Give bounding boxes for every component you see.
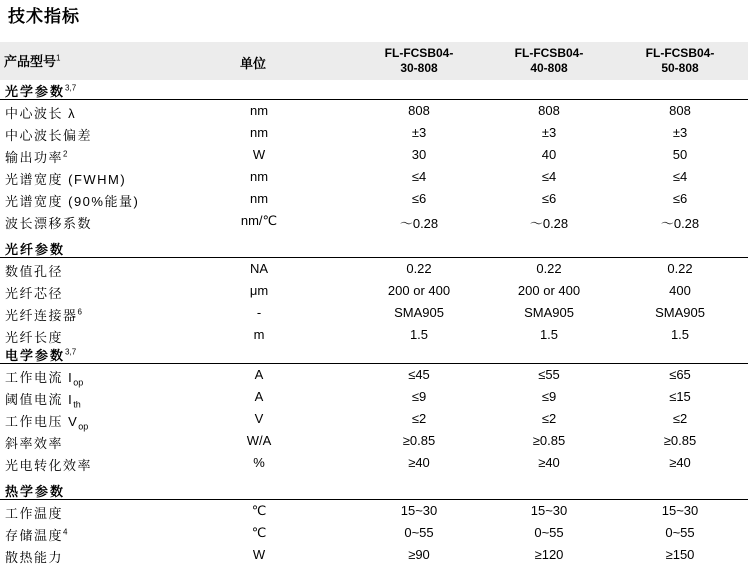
row-label-text: 光电转化效率 <box>5 458 93 473</box>
row-label-text: 光谱宽度 (90%能量) <box>5 194 140 209</box>
row-label <box>5 389 81 410</box>
row-label <box>5 213 92 232</box>
row-value-model-3: 1.5 <box>670 327 690 342</box>
row-value-model-2: ≤2 <box>541 411 557 426</box>
row-label-text: 散热能力 <box>5 550 64 565</box>
row-value-model-1: ～0.28 <box>399 216 439 231</box>
table-row <box>0 324 748 346</box>
section-title-text: 热学参数 <box>5 484 66 499</box>
row-value-model-2: ≤4 <box>541 169 557 184</box>
row-label-text: 光纤长度 <box>5 330 64 345</box>
row-value-model-1: 30 <box>411 147 427 162</box>
table-row <box>0 122 748 144</box>
section-title-sup: 3,7 <box>65 347 77 357</box>
row-value-model-1: 200 or 400 <box>387 283 451 298</box>
section-header <box>0 80 748 100</box>
section-title <box>5 239 65 258</box>
row-value-model-3: ≥0.85 <box>663 433 697 448</box>
row-label-text: 输出功率 <box>5 150 64 165</box>
row-label-text: 光纤连接器 <box>5 308 78 323</box>
row-value-model-3: 808 <box>669 103 691 118</box>
table-row <box>0 364 748 386</box>
row-unit: nm <box>249 169 269 184</box>
row-label-text: 中心波长 λ <box>5 106 77 121</box>
header-model-3-line2: 50-808 <box>661 61 699 75</box>
row-value-model-1: 15~30 <box>400 503 438 518</box>
header-model-2 <box>494 46 604 76</box>
table-row <box>0 100 748 122</box>
row-value-model-1: 1.5 <box>409 327 429 342</box>
row-value-model-2: 1.5 <box>539 327 559 342</box>
row-unit: nm <box>249 125 269 140</box>
section-header <box>0 238 748 258</box>
row-label-text: 波长漂移系数 <box>5 216 93 231</box>
table-row <box>0 302 748 324</box>
row-label <box>5 525 67 544</box>
row-label <box>5 547 63 566</box>
row-value-model-2: ≤6 <box>541 191 557 206</box>
row-unit: A <box>254 367 264 382</box>
row-label <box>5 125 92 144</box>
row-value-model-1: SMA905 <box>394 305 444 320</box>
row-label <box>5 191 139 210</box>
row-value-model-3: 50 <box>672 147 688 162</box>
row-label-sup: 4 <box>63 527 68 537</box>
header-model-1-line2: 30-808 <box>400 61 438 75</box>
header-unit: 单位 <box>240 56 267 71</box>
row-value-model-3: ≤6 <box>672 191 688 206</box>
row-value-model-1: ≤45 <box>408 367 430 382</box>
row-unit: V <box>254 411 264 426</box>
row-value-model-1: ≤6 <box>411 191 427 206</box>
header-model-3-line1: FL-FCSB04- <box>645 46 715 60</box>
row-label-text: 工作电流 I <box>5 370 74 385</box>
table-row <box>0 544 748 566</box>
header-model-1 <box>364 46 474 76</box>
row-value-model-2: 40 <box>541 147 557 162</box>
row-value-model-3: 15~30 <box>661 503 699 518</box>
section-header <box>0 344 748 364</box>
row-value-model-2: 808 <box>538 103 560 118</box>
row-unit: ℃ <box>251 525 267 540</box>
row-unit: W <box>252 547 266 562</box>
row-value-model-2: ≥120 <box>534 547 564 562</box>
row-unit: W <box>252 147 266 162</box>
row-value-model-2: 0~55 <box>534 525 564 540</box>
row-value-model-3: ≤4 <box>672 169 688 184</box>
row-value-model-1: ≥0.85 <box>402 433 436 448</box>
row-value-model-1: 0~55 <box>404 525 434 540</box>
header-model-label <box>4 51 60 70</box>
row-value-model-1: ≥40 <box>408 455 430 470</box>
header-model-label-text: 产品型号 <box>4 54 57 69</box>
row-label <box>5 433 63 452</box>
row-value-model-2: 0.22 <box>536 261 562 276</box>
row-label <box>5 503 63 522</box>
row-value-model-3: 400 <box>669 283 691 298</box>
row-value-model-3: ～0.28 <box>660 216 700 231</box>
row-value-model-2: SMA905 <box>524 305 574 320</box>
table-row <box>0 144 748 166</box>
row-label-text: 中心波长偏差 <box>5 128 93 143</box>
row-value-model-1: ±3 <box>411 125 427 140</box>
row-unit: m <box>253 327 265 342</box>
row-value-model-1: ≤9 <box>411 389 427 404</box>
row-label-sub: th <box>73 399 81 410</box>
row-label <box>5 103 76 122</box>
row-label <box>5 455 92 474</box>
row-unit: ℃ <box>251 503 267 518</box>
row-label-sup: 2 <box>63 149 68 159</box>
row-label-text: 光谱宽度 (FWHM) <box>5 172 127 187</box>
row-label-text: 存储温度 <box>5 528 64 543</box>
row-unit: - <box>256 305 262 320</box>
row-value-model-2: 200 or 400 <box>517 283 581 298</box>
header-model-label-sup: 1 <box>56 53 61 63</box>
row-value-model-1: 808 <box>408 103 430 118</box>
row-unit: NA <box>249 261 269 276</box>
section-title <box>5 345 76 364</box>
row-value-model-2: ≤55 <box>538 367 560 382</box>
table-row <box>0 166 748 188</box>
row-label-text: 光纤芯径 <box>5 286 64 301</box>
row-unit: % <box>253 455 265 470</box>
row-value-model-2: ±3 <box>541 125 557 140</box>
row-value-model-2: ≤9 <box>541 389 557 404</box>
header-model-2-line1: FL-FCSB04- <box>514 46 584 60</box>
row-value-model-2: ≥40 <box>538 455 560 470</box>
row-unit: nm <box>249 103 269 118</box>
row-value-model-2: 15~30 <box>530 503 568 518</box>
row-label <box>5 367 83 388</box>
section-title-text: 光学参数 <box>5 84 66 99</box>
row-label-sub: op <box>78 421 89 432</box>
row-label-text: 工作电压 V <box>5 414 79 429</box>
row-unit: μm <box>249 283 269 298</box>
table-row <box>0 452 748 474</box>
row-label <box>5 283 63 302</box>
row-value-model-1: ≤4 <box>411 169 427 184</box>
table-row <box>0 280 748 302</box>
table-row <box>0 430 748 452</box>
row-unit: A <box>254 389 264 404</box>
row-value-model-3: 0.22 <box>667 261 693 276</box>
row-unit: nm/℃ <box>240 213 278 228</box>
section-title-text: 电学参数 <box>5 348 66 363</box>
row-value-model-3: ±3 <box>672 125 688 140</box>
row-value-model-1: 0.22 <box>406 261 432 276</box>
row-label-text: 阈值电流 I <box>5 392 74 407</box>
row-unit: nm <box>249 191 269 206</box>
section-header <box>0 480 748 500</box>
table-row <box>0 188 748 210</box>
table-row <box>0 408 748 430</box>
row-value-model-2: ≥0.85 <box>532 433 566 448</box>
header-model-3 <box>625 46 735 76</box>
table-row <box>0 522 748 544</box>
row-label <box>5 147 67 166</box>
row-unit: W/A <box>246 433 272 448</box>
table-row <box>0 386 748 408</box>
row-value-model-3: 0~55 <box>665 525 695 540</box>
row-label-sub: op <box>73 377 84 388</box>
row-label-text: 数值孔径 <box>5 264 64 279</box>
row-label <box>5 305 82 324</box>
section-title <box>5 481 65 500</box>
row-value-model-2: ～0.28 <box>529 216 569 231</box>
section-title <box>5 81 76 100</box>
header-model-2-line2: 40-808 <box>530 61 568 75</box>
section-title-text: 光纤参数 <box>5 242 66 257</box>
row-value-model-1: ≤2 <box>411 411 427 426</box>
row-label <box>5 169 126 188</box>
row-label-text: 斜率效率 <box>5 436 64 451</box>
row-value-model-1: ≥90 <box>408 547 430 562</box>
row-value-model-3: ≤2 <box>672 411 688 426</box>
row-label-text: 工作温度 <box>5 506 64 521</box>
section-title-sup: 3,7 <box>65 83 77 93</box>
table-row <box>0 258 748 280</box>
row-value-model-3: ≤65 <box>669 367 691 382</box>
row-value-model-3: SMA905 <box>655 305 705 320</box>
row-value-model-3: ≤15 <box>669 389 691 404</box>
table-row <box>0 210 748 232</box>
row-label <box>5 261 63 280</box>
row-label-sup: 6 <box>77 307 82 317</box>
table-row <box>0 500 748 522</box>
row-value-model-3: ≥150 <box>665 547 695 562</box>
row-value-model-3: ≥40 <box>669 455 691 470</box>
header-model-1-line1: FL-FCSB04- <box>384 46 454 60</box>
page-title: 技术指标 <box>8 7 80 26</box>
table-header <box>0 42 748 80</box>
row-label <box>5 411 88 432</box>
